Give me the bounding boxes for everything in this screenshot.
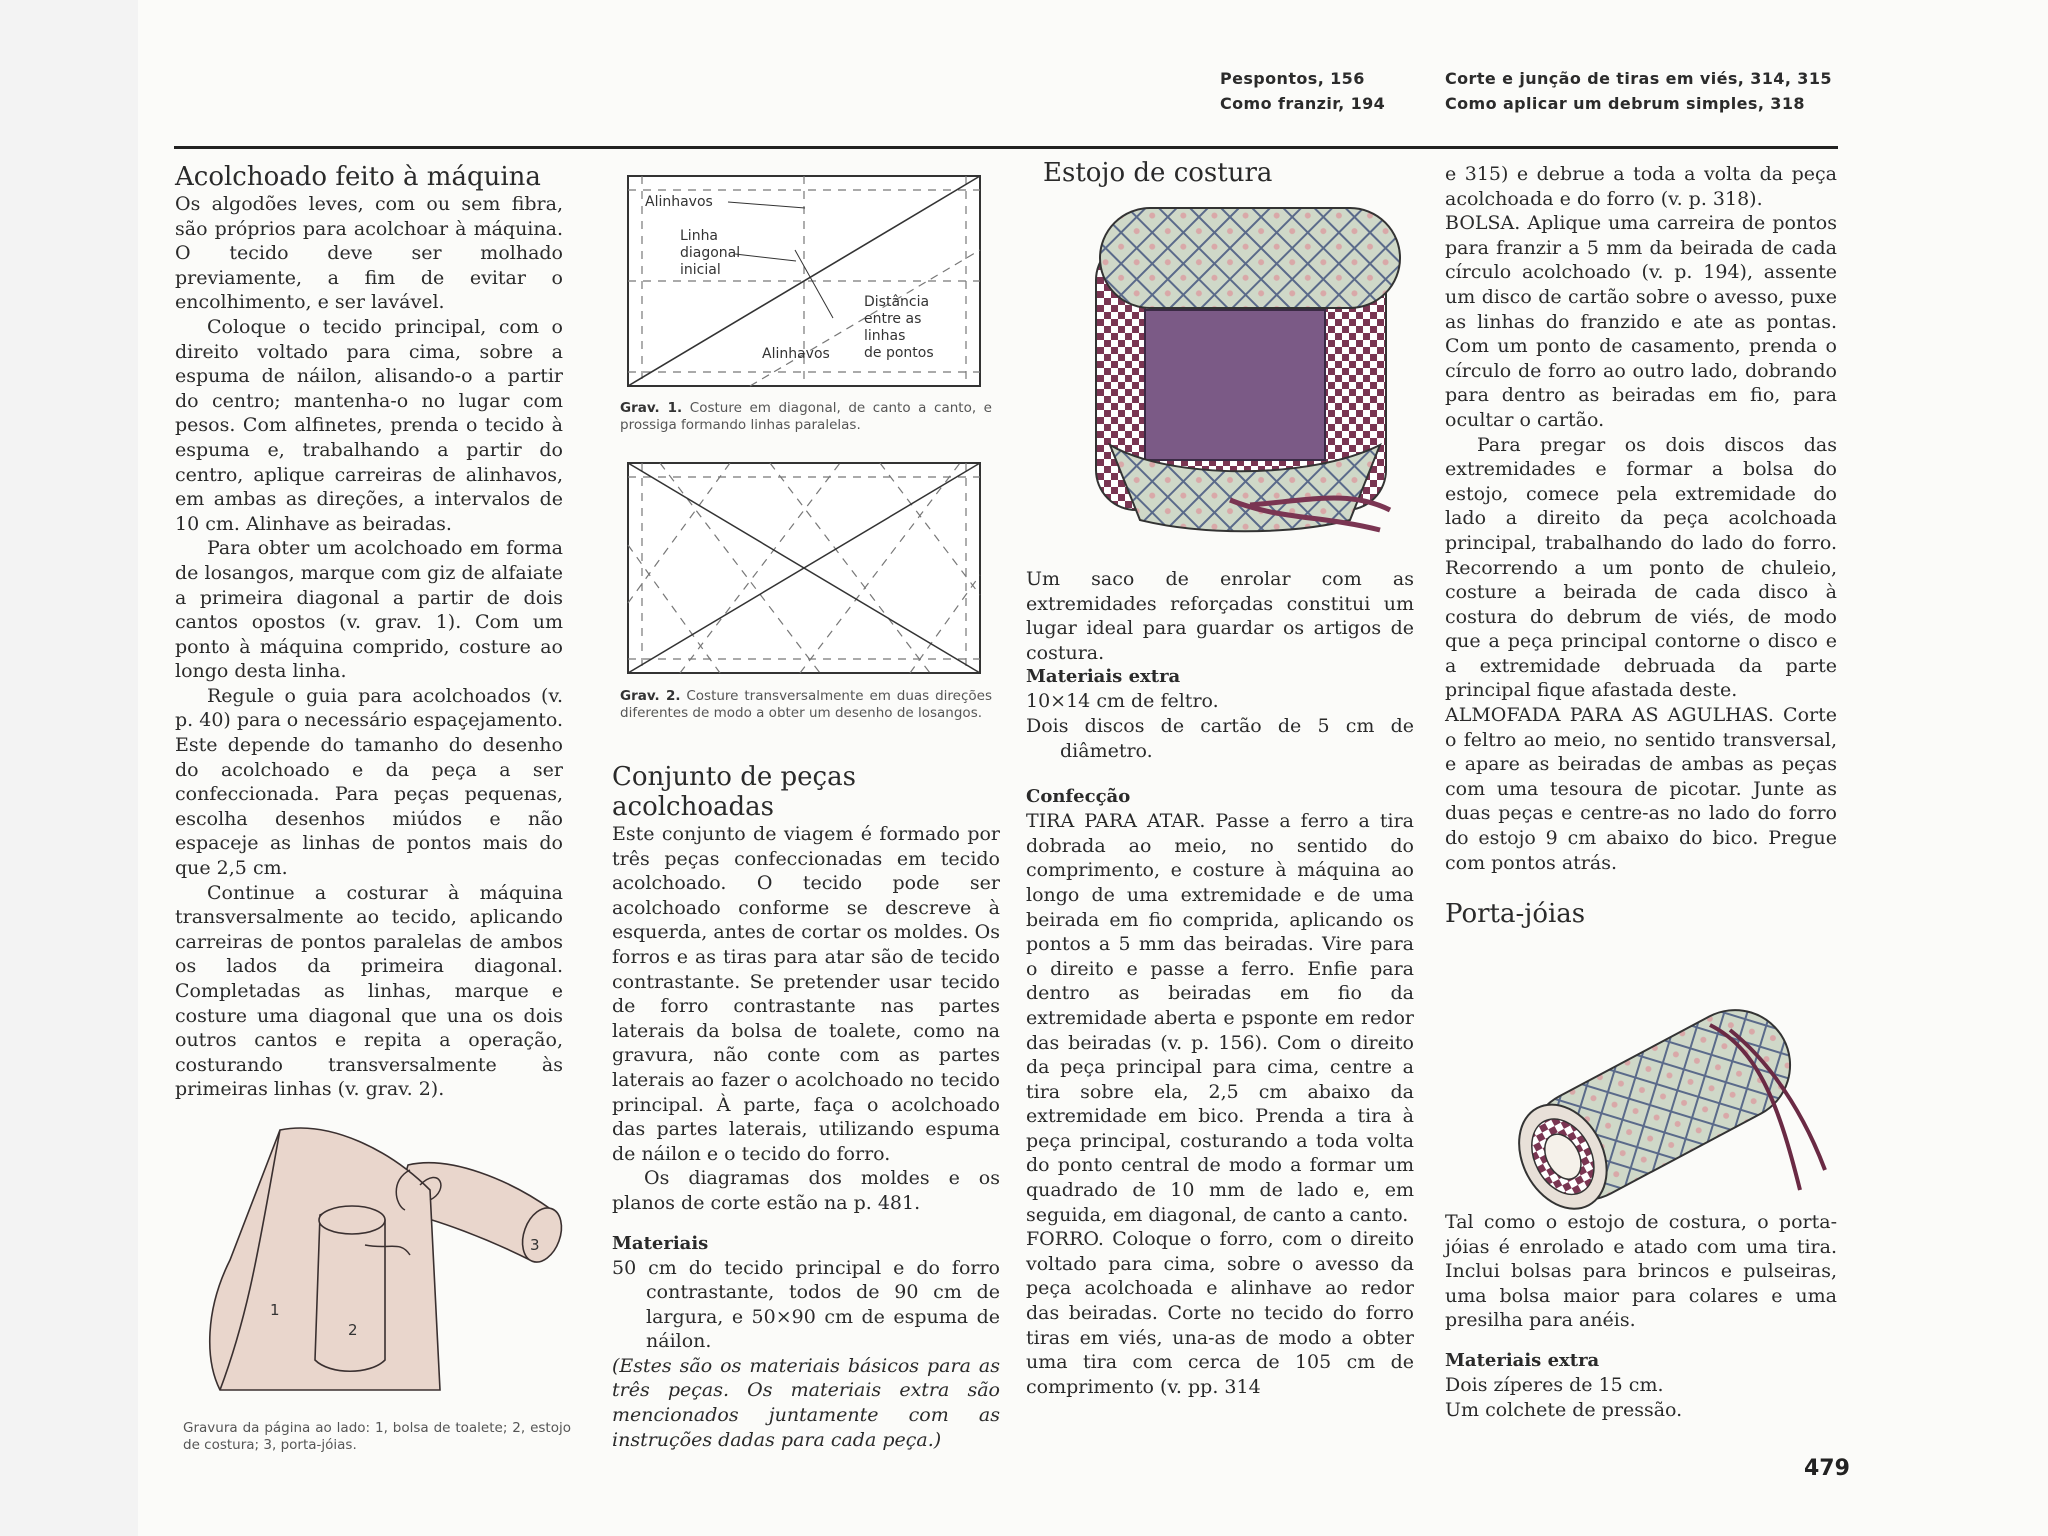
paragraph: Coloque o tecido principal, com o direito voltado para cima, sobre a espuma de náilon, alisando-o a partir do centro; mantenha-o no lugar com pesos. Com alfinetes, prenda o tecido à espuma e, trabalhando a partir do centro, aplique carreiras de alinhavos, em ambas as direções, a intervalos de 10 cm. Alinhave as beiradas. bbox=[175, 315, 563, 535]
diagram-label: diagonal bbox=[680, 245, 741, 261]
paragraph: Este conjunto de viagem é formado por três peças confeccionadas em tecido acolchoado. O tecido pode ser acolchoado conforme se descreve à esquerda, antes de cortar os moldes. Os forros e as tiras para atar são de tecido contrastante. Se pretender usar tecido de forro contrastante nas partes laterais da bolsa de toalete, como na gravura, não conte com as partes laterais ao fazer o acolchoado no tecido principal. À parte, faça o acolchoado das partes laterais, utilizando espuma de náilon e o tecido do forro. bbox=[612, 823, 1000, 1165]
paragraph: Para pregar os dois discos das extremidades e formar a bolsa do estojo, comece pela extremidade do lado a direito da peça acolchoada principal, trabalhando do lado do forro. Recorrendo a um ponto de chuleio, costure a beirada de cada disco à costura do debrum de viés, de modo que a peça principal contorne o disco e a extremidade debruada da parte principal fique afastada deste. bbox=[1445, 433, 1837, 702]
figure-caption bbox=[620, 688, 992, 722]
caption-label: Grav. 1. bbox=[620, 400, 683, 416]
lead-in: ALMOFADA PARA AS AGULHAS. bbox=[1445, 704, 1774, 727]
section-title: Porta-jóias bbox=[1445, 899, 1586, 930]
materials-text: 50 cm do tecido principal e do forro contrastante, todos de 90 cm de largura, e 50×90 cm de espuma de náilon. bbox=[612, 1256, 1000, 1353]
diagram-label: entre as bbox=[864, 311, 922, 327]
column-2 bbox=[612, 762, 1000, 1452]
materials-heading: Materiais extra bbox=[1026, 666, 1181, 688]
xref-item: Como aplicar um debrum simples, 318 bbox=[1445, 94, 1805, 113]
paragraph: Os diagramas dos moldes e os planos de corte estão na p. 481. bbox=[612, 1167, 1000, 1214]
figure-caption: Gravura da página ao lado: 1, bolsa de toalete; 2, estojo de costura; 3, porta-jóias. bbox=[183, 1420, 571, 1453]
xref-item: Corte e junção de tiras em viés, 314, 315 bbox=[1445, 69, 1832, 88]
page-number: 479 bbox=[1804, 1456, 1850, 1481]
column-3 bbox=[1026, 567, 1414, 1399]
paragraph: Os algodões leves, com ou sem fibra, são próprios para acolchoar à máquina. O tecido deve ser molhado previamente, a fim de evitar o encolhimento, e ser lavável. bbox=[175, 193, 563, 314]
materials-item: Um colchete de pressão. bbox=[1445, 1398, 1683, 1421]
travel-set-illustration bbox=[190, 1110, 580, 1410]
paragraph: Para obter um acolchoado em forma de losangos, marque com giz de alfaiate a primeira diagonal a partir de dois cantos opostos (v. grav. 1). Com um ponto à máquina comprido, costure ao longo desta linha. bbox=[175, 537, 563, 683]
diagram-label: Linha bbox=[680, 228, 719, 244]
section-title: Estojo de costura bbox=[1043, 158, 1273, 188]
materials-item: Dois zíperes de 15 cm. bbox=[1445, 1373, 1664, 1396]
cross-refs-left bbox=[1220, 66, 1385, 116]
paragraph: Um saco de enrolar com as extremidades reforçadas constitui um lugar ideal para guardar os artigos de costura. bbox=[1026, 568, 1414, 664]
diagram-label: linhas bbox=[864, 328, 906, 344]
jewel-roll-illustration bbox=[1480, 990, 1840, 1220]
paragraph: Continue a costurar à máquina transversalmente ao tecido, aplicando carreiras de pontos paralelas de ambos os lados da primeira diagonal. Completadas as linhas, marque e costure uma diagonal que una os dois outros cantos e repita a operação, costurando transversalmente às primeiras linhas (v. grav. 2). bbox=[175, 881, 563, 1101]
paragraph bbox=[1026, 809, 1414, 1227]
diagram-label: de pontos bbox=[864, 345, 934, 361]
paragraph-text: Coloque o forro, com o direito voltado para cima, sobre o avesso da peça acolchoada e alinhave ao redor das beiradas. Corte no tecido do forro tiras em viés, una-as de modo a obter uma tira com cerca de 105 cm de comprimento (v. pp. 314 bbox=[1026, 1228, 1415, 1398]
paragraph-text: Aplique uma carreira de pontos para franzir a 5 mm da beirada de cada círculo acolchoado (v. p. 194), assente um disco de cartão sobre o avesso, puxe as linhas do franzido e ate as pontas. Com um ponto de casamento, prenda o círculo de forro ao outro lado, dobrando para dentro as beiradas em fio, para ocultar o cartão. bbox=[1445, 212, 1837, 431]
column-4 bbox=[1445, 162, 1837, 929]
caption-label: Grav. 2. bbox=[620, 688, 681, 704]
caption-text: Costure transversalmente em duas direções diferentes de modo a obter um desenho de losangos. bbox=[620, 688, 992, 721]
paragraph: Tal como o estojo de costura, o porta-jóias é enrolado e atado com uma tira. Inclui bolsas para brincos e pulseiras, uma bolsa maior para colares e uma presilha para anéis. bbox=[1445, 1211, 1837, 1332]
xref-item: Como franzir, 194 bbox=[1220, 94, 1386, 113]
materials-item: Dois discos de cartão de 5 cm de diâmetro. bbox=[1026, 714, 1414, 762]
section-title: Conjunto de peças acolchoadas bbox=[612, 762, 856, 822]
paragraph bbox=[1445, 211, 1837, 432]
cross-refs-right bbox=[1445, 66, 1832, 116]
page-edge bbox=[0, 0, 138, 1536]
paragraph-text: Corte o feltro ao meio, no sentido transversal, e apare as beiradas de ambas as peças com uma tesoura de picotar. Junte as duas peças e centre-as no lado do forro do estojo 9 cm abaixo do bico. Pregue com pontos atrás. bbox=[1445, 704, 1837, 874]
paragraph bbox=[1026, 1227, 1414, 1399]
quilting-diagram-2 bbox=[620, 455, 990, 680]
column-1 bbox=[175, 162, 563, 1102]
lead-in: FORRO. bbox=[1026, 1228, 1104, 1251]
confeccao-heading: Confecção bbox=[1026, 786, 1131, 808]
figure-label: 2 bbox=[348, 1321, 358, 1339]
paragraph bbox=[1445, 703, 1837, 875]
materials-heading: Materiais bbox=[612, 1232, 709, 1254]
materials-item: 10×14 cm de feltro. bbox=[1026, 690, 1219, 713]
section-title: Acolchoado feito à máquina bbox=[175, 162, 541, 192]
quilting-diagram-1 bbox=[620, 168, 990, 393]
column-4-lower bbox=[1445, 1210, 1837, 1422]
figure-label: 3 bbox=[530, 1236, 540, 1254]
lead-in: TIRA PARA ATAR. bbox=[1026, 810, 1206, 833]
caption-text: Costure em diagonal, de canto a canto, e prossiga formando linhas paralelas. bbox=[620, 400, 992, 433]
header-rule bbox=[174, 146, 1838, 149]
sewing-case-illustration bbox=[1090, 200, 1430, 540]
diagram-label: Alinhavos bbox=[762, 346, 830, 362]
paragraph-text: Passe a ferro a tira dobrada ao meio, no sentido do comprimento, e costure à máquina ao longo de uma extremidade e de uma beirada em fio comprida, aplicando os pontos a 5 mm das beiradas. Vire para o direito e passe a ferro. Enfie para dentro as beiradas em fio da extremidade aberta e psponte em redor das beiradas (v. p. 156). Com o direito da peça principal para cima, centre a tira sobre ela, 2,5 cm abaixo da extremidade em bico. Prenda a tira à peça principal, costurando a toda volta do ponto central de modo a formar um quadrado de 10 mm de lado e, em seguida, em diagonal, de canto a canto. bbox=[1026, 810, 1414, 1226]
figure-label: 1 bbox=[270, 1301, 280, 1319]
column-3-title bbox=[1043, 158, 1439, 188]
materials-heading: Materiais extra bbox=[1445, 1349, 1600, 1371]
paragraph: Regule o guia para acolchoados (v. p. 40) para o necessário espaçejamento. Este depende do tamanho do desenho do acolchoado e da peça a ser confeccionada. Para peças pequenas, escolha desenhos miúdos e não espaceje as linhas de pontos mais do que 2,5 cm. bbox=[175, 684, 563, 880]
materials-note: (Estes são os materiais básicos para as três peças. Os materiais extra são mencionados juntamente com as instruções dadas para cada peça.) bbox=[612, 1354, 1000, 1451]
diagram-label: inicial bbox=[680, 262, 721, 278]
xref-item: Pespontos, 156 bbox=[1220, 69, 1365, 88]
diagram-label: Alinhavos bbox=[645, 194, 713, 210]
paragraph: e 315) e debrue a toda a volta da peça acolchoada e do forro (v. p. 318). bbox=[1445, 163, 1837, 210]
diagram-label: Distância bbox=[864, 294, 930, 310]
lead-in: BOLSA. bbox=[1445, 212, 1521, 235]
figure-caption bbox=[620, 400, 992, 434]
